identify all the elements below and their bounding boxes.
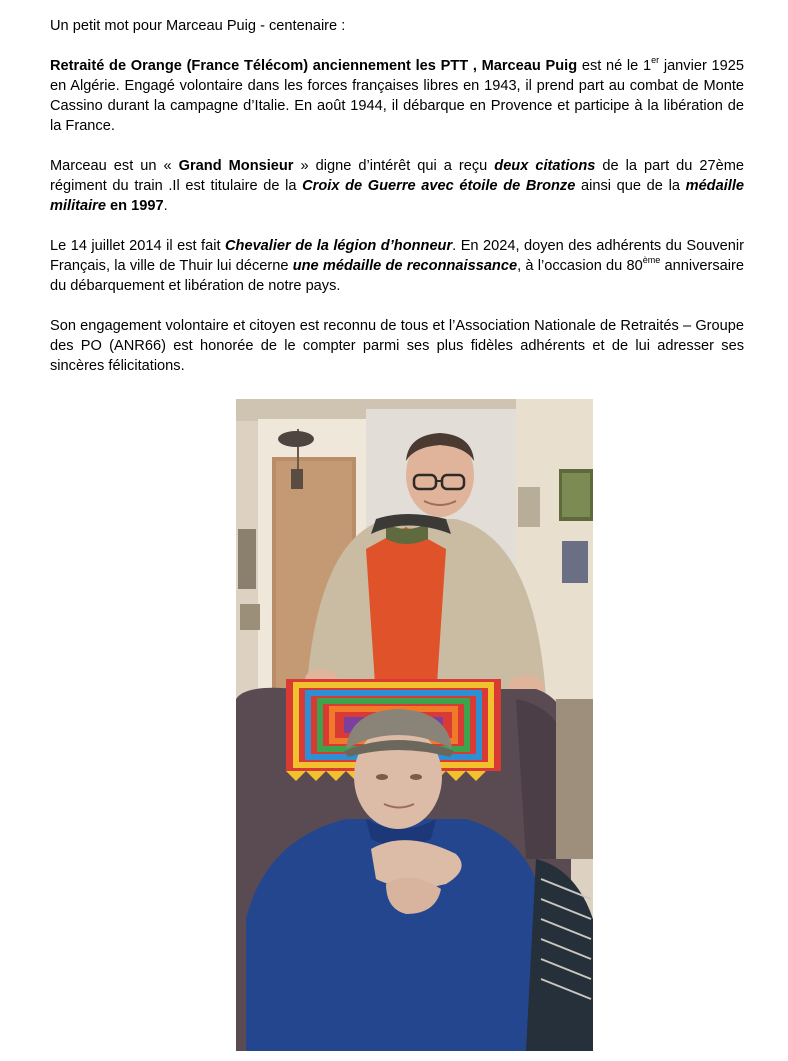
paragraph-1	[50, 56, 744, 136]
p3-bold-italic-1: Chevalier de la légion d’honneur	[225, 238, 453, 254]
p2-bold-italic-1: deux citations	[494, 158, 596, 174]
p2-text-3: de la part du 27ème régiment du train .Il est titulaire de la	[50, 158, 744, 194]
photo-illustration	[236, 399, 593, 1051]
p2-bold-1: Grand Monsieur	[178, 158, 294, 174]
photo-lamp	[278, 431, 314, 447]
paragraph-3	[50, 236, 744, 296]
intro-line: Un petit mot pour Marceau Puig - centenaire :	[50, 18, 346, 34]
p2-text-2: » digne d’intérêt qui a reçu	[293, 158, 495, 174]
p1-bold-lead: Retraité de Orange (France Télécom) anciennement les PTT , Marceau Puig	[50, 58, 578, 74]
portrait-photo	[236, 399, 593, 1051]
p2-text-5: .	[163, 198, 168, 214]
p2-bold-2: en 1997	[105, 198, 164, 214]
p3-text-2: . En 2024, doyen des adhérents du Souvenir Français, la ville de Thuir lui décerne	[50, 238, 744, 274]
p2-text-4: ainsi que de la	[575, 178, 686, 194]
p1-text-2: janvier 1925 en Algérie. Engagé volontaire dans les forces françaises libres en 1943, il prend part au combat de Monte Cassino durant la campagne d’Italie. En août 1944, il débarque en Provence et participe à la libération de la France.	[50, 58, 744, 134]
p3-superscript: ème	[642, 255, 661, 266]
paragraph-4: Son engagement volontaire et citoyen est reconnu de tous et l’Association Nationale de Retraités – Groupe des PO (ANR66) est honorée de le compter parmi ses plus fidèles adhérents et de lui adresser ses sincères félicitations.	[50, 318, 744, 374]
p1-superscript: er	[651, 55, 660, 66]
photo-man-sweater	[366, 527, 446, 699]
p2-bold-italic-2: Croix de Guerre avec étoile de Bronze	[302, 178, 576, 194]
p3-text-4: anniversaire du débarquement et libération de notre pays.	[50, 258, 744, 294]
paragraph-2	[50, 156, 744, 216]
p3-text-1: Le 14 juillet 2014 il est fait	[50, 238, 225, 254]
p2-text-1: Marceau est un «	[50, 158, 179, 174]
p2-bold-italic-3: médaille militaire	[50, 178, 744, 214]
p3-bold-italic-2: une médaille de reconnaissance	[292, 258, 518, 274]
article-text	[50, 16, 744, 396]
p1-text-1: est né le 1	[577, 58, 652, 74]
p3-text-3: , à l’occasion du 80	[517, 258, 643, 274]
